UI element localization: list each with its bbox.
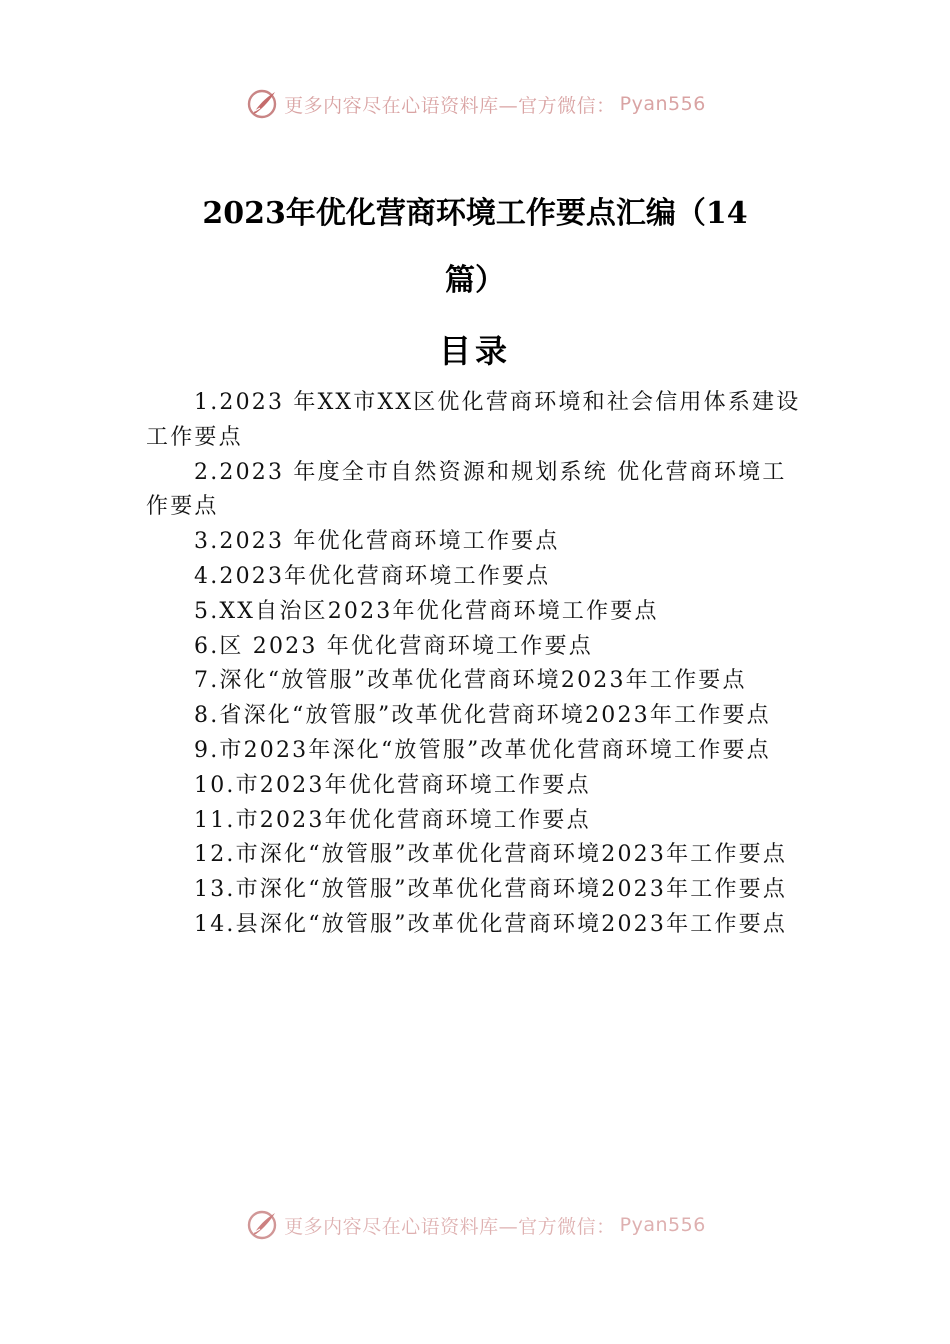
toc-item: 5.XX自治区2023年优化营商环境工作要点 <box>194 598 659 624</box>
toc-item: 1.2023 年XX市XX区优化营商环境和社会信用体系建设工作要点 <box>146 390 801 450</box>
toc-item: 10.市2023年优化营商环境工作要点 <box>194 772 591 798</box>
document-title-line-2: 篇） <box>445 263 505 298</box>
header-watermark <box>0 84 950 124</box>
toc-item: 12.市深化“放管服”改革优化营商环境2023年工作要点 <box>194 842 788 868</box>
toc-item: 9.市2023年深化“放管服”改革优化营商环境工作要点 <box>194 737 771 763</box>
quill-logo-icon <box>244 1207 280 1243</box>
toc-item: 14.县深化“放管服”改革优化营商环境2023年工作要点 <box>194 911 788 937</box>
toc-item: 6.区 2023 年优化营商环境工作要点 <box>194 633 593 659</box>
footer-watermark <box>0 1205 950 1245</box>
toc-item: 13.市深化“放管服”改革优化营商环境2023年工作要点 <box>194 877 788 903</box>
watermark-wechat-id: Pyan556 <box>619 93 706 115</box>
watermark-wechat-id: Pyan556 <box>619 1214 706 1236</box>
quill-logo-icon <box>244 86 280 122</box>
toc-item: 4.2023年优化营商环境工作要点 <box>194 563 551 589</box>
toc-heading: 目录 <box>438 332 511 370</box>
toc-item: 2.2023 年度全市自然资源和规划系统 优化营商环境工作要点 <box>146 459 787 520</box>
toc-item: 3.2023 年优化营商环境工作要点 <box>194 529 560 555</box>
toc-item: 8.省深化“放管服”改革优化营商环境2023年工作要点 <box>194 703 771 729</box>
toc-item: 11.市2023年优化营商环境工作要点 <box>194 807 591 833</box>
toc-item: 7.深化“放管服”改革优化营商环境2023年工作要点 <box>194 668 747 694</box>
watermark-text: 更多内容尽在心语资料库—官方微信： <box>284 94 616 117</box>
watermark-text: 更多内容尽在心语资料库—官方微信： <box>284 1215 616 1238</box>
document-title-line-1: 2023年优化营商环境工作要点汇编（14 <box>202 196 748 231</box>
table-of-contents <box>146 386 808 943</box>
